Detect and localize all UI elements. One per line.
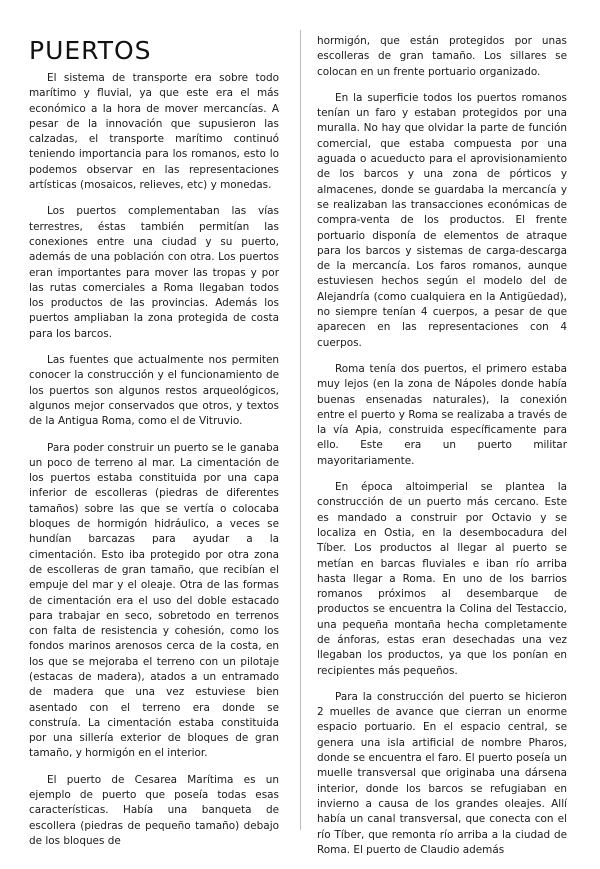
paragraph: El puerto de Cesarea Marítima es un ejemplo de puerto que poseía todas esas características. Había una banqueta de escollera (piedras de pequeño tamaño) debajo de los bloques de	[29, 773, 279, 847]
left-column	[29, 28, 279, 860]
right-column	[317, 34, 567, 869]
paragraph: En época altoimperial se plantea la construcción de un puerto más cercano. Este es mandado a construir por Octavio y se localiza en Ostia, en la desembocadura del Tíber. Los productos al llegar al puerto se metían en barcas fluviales e iban río arriba hasta llegar a Roma. En uno de los barrios romanos próximos al desembarque de productos se encuentra la Colina del Testaccio, una pequeña montaña hecha completamente de ánforas, estas eran desechadas una vez llegaban los productos, ya que los ponían en recipientes más pequeños.	[317, 481, 567, 677]
column-divider	[300, 30, 301, 830]
paragraph-continued: hormigón, que están protegidos por unas escolleras de gran tamaño. Los sillares se colocan en un frente portuario organizado.	[317, 35, 567, 78]
paragraph: Los puertos complementaban las vías terrestres, éstas también permitían las conexiones entre una ciudad y su puerto, además de una población con otra. Los puertos eran importantes para mover las tropas y por las rutas comerciales a Roma llegaban todos los productos de las provincias. Además los puertos ampliaban la zona protegida de costa para los barcos.	[29, 205, 279, 340]
paragraph: En la superficie todos los puertos romanos tenían un faro y estaban protegidos por una muralla. No hay que olvidar la parte de función comercial, que estaba compuesta por una aguada o acueducto para el aprovisionamiento de los barcos y una zona de pórticos y almacenes, donde se guardaba la mercancía y se realizaban las transacciones económicas de compra-venta de los productos. El frente portuario disponía de elementos de atraque para los barcos y sistemas de carga-descarga de la mercancía. Los faros romanos, aunque estuviesen hechos según el modelo del de Alejandría (como cualquiera en la Antigüedad), no siempre tenían 4 cuerpos, a pesar de que aparecen en las representaciones con 4 cuerpos.	[317, 91, 567, 349]
paragraph: Para la construcción del puerto se hicieron 2 muelles de avance que cierran un enorme espacio portuario. En el espacio central, se genera una isla artificial de nombre Pharos, donde se encuentra el faro. El puerto poseía un muelle transversal que originaba una dársena interior, donde los barcos se refugiaban en invierno a causa de los grandes oleajes. Allí había un canal transversal, que conecta con el río Tíber, que remonta río arriba a la ciudad de Roma. El puerto de Claudio además	[317, 690, 567, 856]
paragraph: Para poder construir un puerto se le ganaba un poco de terreno al mar. La cimentación de los puertos estaba constituida por una capa inferior de escolleras (piedras de diferentes tamaños) sobre las que se vertía o colocaba bloques de hormigón hidráulico, a veces se hundían barcazas para ayudar a la cimentación. Esto iba protegido por otra zona de escolleras de gran tamaño, que recibían el empuje del mar y el oleaje. Otra de las formas de cimentación era el uso del doble estacado para trabajar en seco, sobretodo en terrenos con falta de resistencia y cohesión, como los fondos marinos arenosos cerca de la costa, en los que se mejoraba el terreno con un pilotaje (estacas de madera), atados a un entramado de madera que una vez estuviese bien asentado con el terreno era donde se construía. La cimentación estaba constituida por una sillería exterior de bloques de gran tamaño, y hormigón en el interior.	[29, 441, 279, 760]
page-title: PUERTOS	[29, 36, 152, 65]
paragraph: Roma tenía dos puertos, el primero estaba muy lejos (en la zona de Nápoles donde había buenas ensenadas naturales), la conexión entre el puerto y Roma se realizaba a través de la vía Apia, construida específicamente para ello. Este era un puerto militar mayoritariamente.	[317, 362, 567, 467]
paragraph: Las fuentes que actualmente nos permiten conocer la construcción y el funcionamiento de los puertos son algunos restos arqueológicos, algunos mejor conservados que otros, y textos de la Antigua Roma, como el de Vitruvio.	[29, 354, 279, 428]
paragraph: El sistema de transporte era sobre todo marítimo y fluvial, ya que este era el más económico a la hora de mover mercancías. A pesar de la innovación que supusieron las calzadas, el transporte marítimo continuó teniendo importancia para los romanos, esto lo podemos observar en las representaciones artísticas (mosaicos, relieves, etc) y monedas.	[29, 72, 279, 192]
